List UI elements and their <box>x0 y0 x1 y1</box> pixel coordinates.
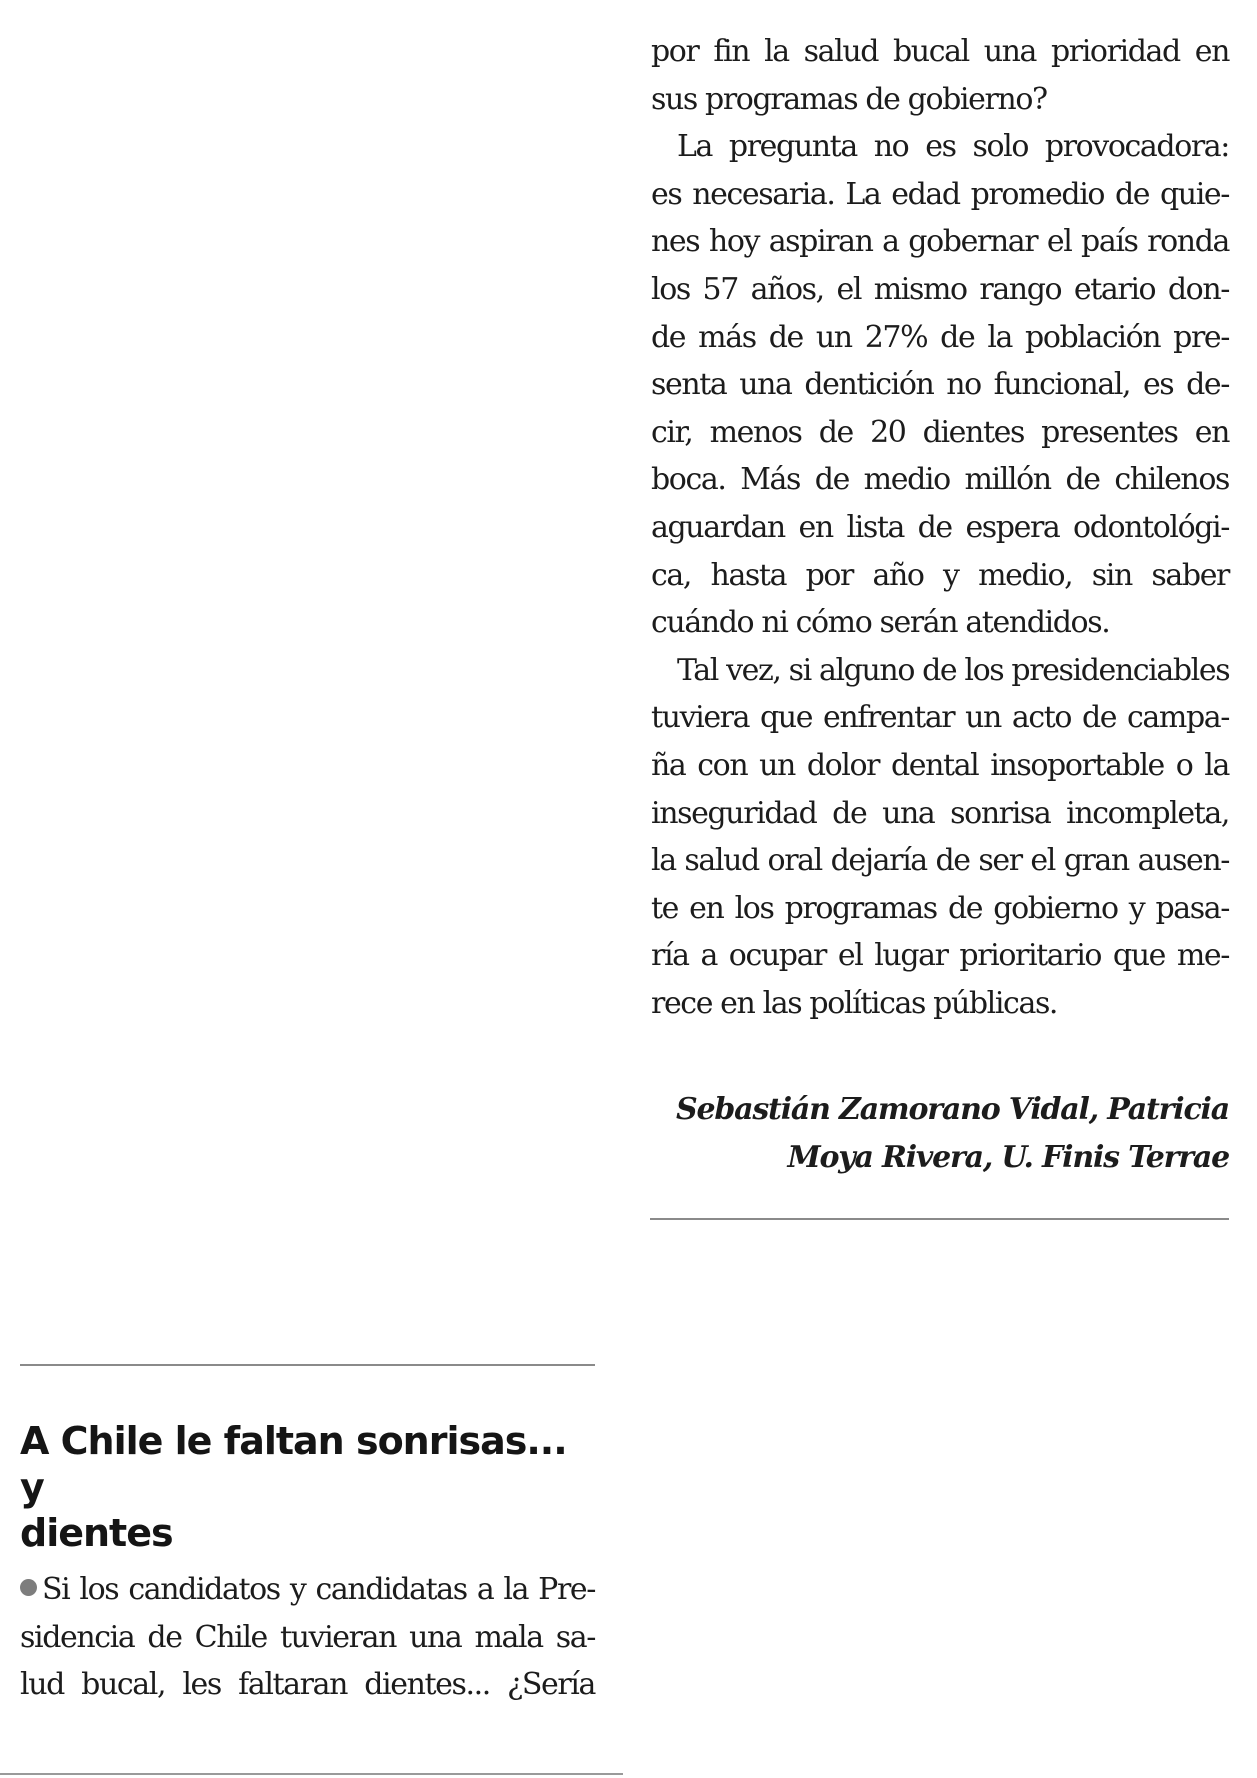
headline-line: A Chile le faltan sonrisas... y <box>20 1419 567 1509</box>
text-line: Tal vez, si alguno de los presidenciables <box>677 652 1230 688</box>
text-line: ría a ocupar el lugar prioritario que me- <box>651 938 1229 974</box>
headline-line: dientes <box>20 1511 173 1555</box>
paragraph-3 <box>651 647 1229 1028</box>
author-signature <box>651 1086 1229 1182</box>
text-line: nes hoy aspiran a gobernar el país ronda <box>651 224 1229 260</box>
text-line: La pregunta no es solo provocadora: <box>677 129 1229 165</box>
paragraph-1 <box>651 28 1229 123</box>
text-line: los 57 años, el mismo rango etario don- <box>651 271 1229 307</box>
text-line: rece en las políticas públicas. <box>651 985 1058 1021</box>
letter-continuation-column <box>651 28 1229 1027</box>
text-line: cuándo ni cómo serán atendidos. <box>651 605 1110 641</box>
lead-line-text: Si los candidatos y candidatas a la Pre- <box>42 1572 595 1607</box>
text-line: boca. Más de medio millón de chilenos <box>651 462 1229 498</box>
text-line: sus programas de gobierno? <box>651 81 1047 117</box>
signature-line: Moya Rivera, U. Finis Terrae <box>787 1140 1229 1175</box>
paragraph-2 <box>651 123 1229 647</box>
text-line: es necesaria. La edad promedio de quie- <box>651 176 1229 212</box>
text-line: ña con un dolor dental insoportable o la <box>651 747 1229 783</box>
signature-line: Sebastián Zamorano Vidal, Patricia <box>675 1092 1229 1127</box>
text-line: tuviera que enfrentar un acto de campa- <box>651 700 1229 736</box>
page-bottom-rule <box>0 1773 623 1775</box>
text-line: por fin la salud bucal una prioridad en <box>651 34 1229 69</box>
text-line: aguardan en lista de espera odontológi- <box>651 509 1229 545</box>
text-line: de más de un 27% de la población pre- <box>651 319 1229 355</box>
lead-line <box>20 1566 595 1614</box>
section-divider-rule <box>20 1364 595 1366</box>
article-headline <box>20 1418 600 1556</box>
text-line: senta una dentición no funcional, es de- <box>651 367 1229 403</box>
text-line: la salud oral dejaría de ser el gran ausen- <box>651 843 1229 879</box>
text-line: ca, hasta por año y medio, sin saber <box>651 557 1229 593</box>
bullet-icon <box>20 1579 37 1596</box>
lead-line: lud bucal, les faltaran dientes... ¿Sería <box>20 1667 595 1703</box>
text-line: inseguridad de una sonrisa incompleta, <box>651 795 1229 831</box>
text-line: cir, menos de 20 dientes presentes en <box>651 414 1229 450</box>
article-lead <box>20 1566 595 1709</box>
lead-line: sidencia de Chile tuvieran una mala sa- <box>20 1619 595 1655</box>
column-divider-rule <box>650 1218 1229 1220</box>
text-line: te en los programas de gobierno y pasa- <box>651 890 1229 926</box>
